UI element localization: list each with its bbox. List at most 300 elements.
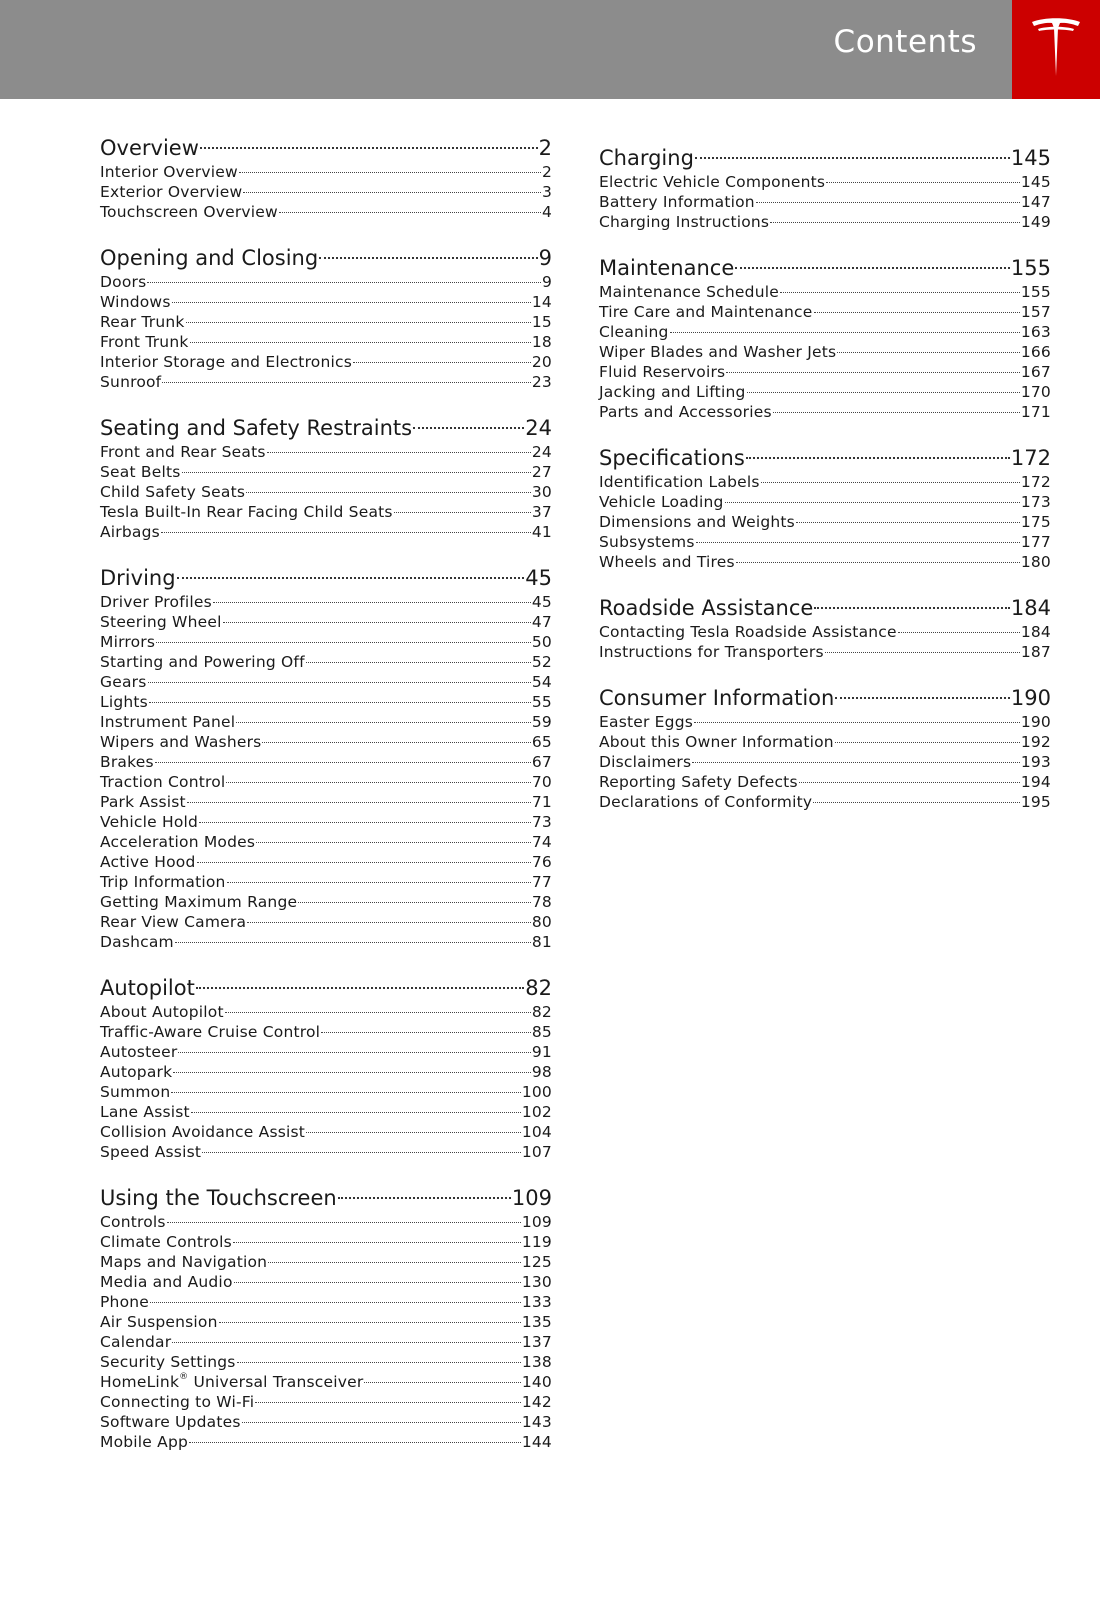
toc-entry[interactable] (599, 732, 1051, 752)
toc-entry[interactable] (100, 1212, 552, 1232)
toc-entry[interactable] (100, 1142, 552, 1162)
dot-leader (155, 762, 531, 763)
entry-page-number: 23 (531, 373, 552, 391)
toc-entry[interactable] (599, 212, 1051, 232)
entry-title: Tesla Built-In Rear Facing Child Seats (100, 503, 393, 521)
entry-page-number: 78 (531, 893, 552, 911)
entry-title: Front Trunk (100, 333, 189, 351)
entry-page-number: 41 (531, 523, 552, 541)
dot-leader (279, 212, 541, 213)
dot-leader (239, 172, 541, 173)
toc-chapter-heading[interactable] (599, 444, 1051, 472)
entry-page-number: 119 (521, 1233, 552, 1251)
chapter-page-number: 190 (1010, 686, 1051, 710)
dot-leader (247, 922, 531, 923)
toc-section-consumer-information (599, 684, 1051, 812)
dot-leader (319, 257, 537, 259)
entry-title: Parts and Accessories (599, 403, 772, 421)
toc-entry[interactable] (599, 402, 1051, 422)
chapter-title: Charging (599, 146, 694, 170)
entry-title: Steering Wheel (100, 613, 222, 631)
entry-title: Park Assist (100, 793, 186, 811)
toc-entry[interactable] (599, 322, 1051, 342)
dot-leader (242, 1422, 521, 1423)
toc-entry[interactable] (100, 202, 552, 222)
toc-chapter-heading[interactable] (599, 594, 1051, 622)
toc-entry[interactable] (100, 1042, 552, 1062)
toc-entry[interactable] (100, 1002, 552, 1022)
entry-page-number: 145 (1020, 173, 1051, 191)
entry-page-number: 30 (531, 483, 552, 501)
dot-leader (338, 1197, 511, 1199)
entry-title: Dimensions and Weights (599, 513, 795, 531)
toc-entry[interactable] (100, 1252, 552, 1272)
entry-title: Vehicle Loading (599, 493, 724, 511)
chapter-title: Driving (100, 566, 176, 590)
entry-title: Charging Instructions (599, 213, 770, 231)
entry-title: About Autopilot (100, 1003, 224, 1021)
dot-leader (173, 1072, 531, 1073)
toc-section-seating-and-safety-restraints (100, 414, 552, 542)
dot-leader (200, 147, 538, 149)
toc-entry[interactable] (100, 652, 552, 672)
entry-page-number: 82 (531, 1003, 552, 1021)
entry-page-number: 172 (1020, 473, 1051, 491)
toc-entry[interactable] (100, 692, 552, 712)
entry-title: Vehicle Hold (100, 813, 199, 831)
chapter-page-number: 9 (538, 246, 552, 270)
dot-leader (670, 332, 1020, 333)
entry-page-number: 170 (1020, 383, 1051, 401)
chapter-page-number: 155 (1010, 256, 1051, 280)
entry-page-number: 14 (531, 293, 552, 311)
entry-page-number: 135 (521, 1313, 552, 1331)
toc-entry[interactable] (100, 752, 552, 772)
entry-title: Connecting to Wi-Fi (100, 1393, 255, 1411)
entry-page-number: 91 (531, 1043, 552, 1061)
toc-entry[interactable] (100, 932, 552, 952)
entry-page-number: 70 (531, 773, 552, 791)
entry-page-number: 194 (1020, 773, 1051, 791)
entry-title: Contacting Tesla Roadside Assistance (599, 623, 897, 641)
entry-page-number: 143 (521, 1413, 552, 1431)
entry-page-number: 107 (521, 1143, 552, 1161)
dot-leader (234, 1282, 521, 1283)
toc-entry[interactable] (100, 872, 552, 892)
entry-page-number: 177 (1020, 533, 1051, 551)
entry-page-number: 3 (541, 183, 552, 201)
entry-page-number: 138 (521, 1353, 552, 1371)
entry-page-number: 15 (531, 313, 552, 331)
dot-leader (186, 322, 531, 323)
dot-leader (814, 607, 1010, 609)
dot-leader (814, 312, 1020, 313)
dot-leader (694, 722, 1020, 723)
toc-entry[interactable] (100, 1392, 552, 1412)
entry-title: Doors (100, 273, 147, 291)
toc-entry[interactable] (599, 362, 1051, 382)
toc-entry[interactable] (100, 332, 552, 352)
toc-entry[interactable] (599, 472, 1051, 492)
entry-page-number: 98 (531, 1063, 552, 1081)
toc-entry[interactable] (100, 162, 552, 182)
toc-entry[interactable] (599, 382, 1051, 402)
dot-leader (796, 522, 1020, 523)
dot-leader (148, 682, 531, 683)
entry-page-number: 163 (1020, 323, 1051, 341)
registered-mark: ® (179, 1372, 189, 1382)
toc-entry[interactable] (100, 462, 552, 482)
entry-page-number: 193 (1020, 753, 1051, 771)
toc-entry[interactable] (100, 672, 552, 692)
dot-leader (725, 502, 1020, 503)
dot-leader (167, 1222, 521, 1223)
entry-page-number: 55 (531, 693, 552, 711)
entry-page-number: 100 (521, 1083, 552, 1101)
toc-entry[interactable] (100, 772, 552, 792)
entry-page-number: 74 (531, 833, 552, 851)
entry-page-number: 133 (521, 1293, 552, 1311)
dot-leader (306, 1132, 521, 1133)
entry-page-number: 24 (531, 443, 552, 461)
dot-leader (306, 662, 531, 663)
entry-title: Maintenance Schedule (599, 283, 779, 301)
toc-entry[interactable] (100, 292, 552, 312)
dot-leader (837, 352, 1020, 353)
entry-title: Identification Labels (599, 473, 760, 491)
entry-title: Front and Rear Seats (100, 443, 266, 461)
toc-entry[interactable] (599, 282, 1051, 302)
entry-page-number: 85 (531, 1023, 552, 1041)
toc-chapter-heading[interactable] (599, 144, 1051, 172)
toc-entry[interactable] (100, 1312, 552, 1332)
chapter-page-number: 82 (525, 976, 552, 1000)
entry-page-number: 71 (531, 793, 552, 811)
toc-entry[interactable] (100, 632, 552, 652)
toc-entry[interactable] (599, 622, 1051, 642)
toc-entry[interactable] (100, 1432, 552, 1452)
toc-entry[interactable] (100, 1122, 552, 1142)
chapter-title: Maintenance (599, 256, 735, 280)
chapter-title: Specifications (599, 446, 745, 470)
toc-entry[interactable] (100, 182, 552, 202)
entry-page-number: 37 (531, 503, 552, 521)
dot-leader (190, 342, 531, 343)
dot-leader (736, 562, 1020, 563)
chapter-page-number: 2 (538, 136, 552, 160)
dot-leader (413, 427, 524, 429)
toc-entry[interactable] (100, 1372, 552, 1392)
chapter-page-number: 109 (511, 1186, 552, 1210)
toc-entry[interactable] (100, 482, 552, 502)
toc-entry[interactable] (100, 1022, 552, 1042)
toc-chapter-heading[interactable] (100, 244, 552, 272)
page-header (0, 0, 1100, 99)
dot-leader (172, 1342, 521, 1343)
tesla-logo-icon (1030, 16, 1082, 80)
entry-page-number: 130 (521, 1273, 552, 1291)
toc-entry[interactable] (100, 912, 552, 932)
entry-page-number: 54 (531, 673, 552, 691)
toc-entry[interactable] (100, 712, 552, 732)
toc-section-using-the-touchscreen (100, 1184, 552, 1452)
dot-leader (213, 602, 531, 603)
toc-entry[interactable] (599, 172, 1051, 192)
dot-leader (898, 632, 1020, 633)
dot-leader (255, 1402, 521, 1403)
toc-entry[interactable] (100, 792, 552, 812)
dot-leader (813, 802, 1020, 803)
entry-title: Cleaning (599, 323, 669, 341)
toc-entry[interactable] (100, 352, 552, 372)
entry-title: Electric Vehicle Components (599, 173, 826, 191)
toc-entry[interactable] (100, 1272, 552, 1292)
entry-page-number: 45 (531, 593, 552, 611)
toc-chapter-heading[interactable] (100, 564, 552, 592)
entry-title: Starting and Powering Off (100, 653, 305, 671)
dot-leader (826, 182, 1020, 183)
toc-entry[interactable] (599, 302, 1051, 322)
toc-entry[interactable] (100, 812, 552, 832)
chapter-title: Consumer Information (599, 686, 835, 710)
dot-leader (171, 1092, 520, 1093)
toc-section-maintenance (599, 254, 1051, 422)
entry-page-number: 187 (1020, 643, 1051, 661)
entry-page-number: 80 (531, 913, 552, 931)
entry-title: Climate Controls (100, 1233, 232, 1251)
entry-title: Autosteer (100, 1043, 178, 1061)
dot-leader (199, 822, 531, 823)
entry-title: Interior Storage and Electronics (100, 353, 353, 371)
entry-title: Autopark (100, 1063, 173, 1081)
toc-right-column (599, 144, 1051, 834)
dot-leader (246, 492, 531, 493)
entry-title: Getting Maximum Range (100, 893, 298, 911)
dot-leader (256, 842, 531, 843)
toc-entry[interactable] (100, 1292, 552, 1312)
dot-leader (150, 1302, 521, 1303)
page-title: Contents (833, 24, 977, 60)
dot-leader (172, 302, 531, 303)
entry-title: Mobile App (100, 1433, 189, 1451)
dot-leader (161, 532, 531, 533)
entry-title: Jacking and Lifting (599, 383, 746, 401)
dot-leader (226, 782, 530, 783)
toc-entry[interactable] (599, 752, 1051, 772)
dot-leader (233, 1242, 521, 1243)
dot-leader (770, 222, 1020, 223)
toc-entry[interactable] (100, 592, 552, 612)
entry-page-number: 67 (531, 753, 552, 771)
dot-leader (177, 577, 525, 579)
entry-title: Lights (100, 693, 148, 711)
entry-title: Dashcam (100, 933, 174, 951)
toc-entry[interactable] (599, 192, 1051, 212)
dot-leader (149, 702, 531, 703)
entry-title: Acceleration Modes (100, 833, 256, 851)
entry-page-number: 149 (1020, 213, 1051, 231)
toc-chapter-heading[interactable] (599, 684, 1051, 712)
entry-title: Brakes (100, 753, 154, 771)
dot-leader (747, 392, 1020, 393)
toc-section-opening-and-closing (100, 244, 552, 392)
entry-page-number: 144 (521, 1433, 552, 1451)
entry-title: Sunroof (100, 373, 162, 391)
toc-chapter-heading[interactable] (599, 254, 1051, 282)
entry-title: Easter Eggs (599, 713, 694, 731)
dot-leader (202, 1152, 521, 1153)
dot-leader (182, 472, 531, 473)
entry-page-number: 192 (1020, 733, 1051, 751)
dot-leader (394, 512, 531, 513)
entry-page-number: 4 (541, 203, 552, 221)
toc-entry[interactable] (599, 342, 1051, 362)
toc-entry[interactable] (100, 1062, 552, 1082)
toc-entry[interactable] (100, 612, 552, 632)
toc-entry[interactable] (100, 1102, 552, 1122)
toc-section-driving (100, 564, 552, 952)
toc-section-charging (599, 144, 1051, 232)
dot-leader (191, 1112, 521, 1113)
toc-entry[interactable] (100, 1332, 552, 1352)
logo-badge (1012, 0, 1100, 99)
dot-leader (178, 1052, 530, 1053)
entry-page-number: 77 (531, 873, 552, 891)
toc-chapter-heading[interactable] (100, 974, 552, 1002)
dot-leader (262, 742, 530, 743)
dot-leader (835, 697, 1010, 699)
entry-page-number: 140 (521, 1373, 552, 1391)
entry-page-number: 195 (1020, 793, 1051, 811)
toc-section-overview (100, 134, 552, 222)
toc-entry[interactable] (100, 312, 552, 332)
toc-entry[interactable] (599, 792, 1051, 812)
toc-entry[interactable] (100, 1352, 552, 1372)
toc-chapter-heading[interactable] (100, 134, 552, 162)
toc-entry[interactable] (100, 892, 552, 912)
toc-entry[interactable] (100, 502, 552, 522)
entry-page-number: 175 (1020, 513, 1051, 531)
entry-title: Wheels and Tires (599, 553, 735, 571)
entry-title: Phone (100, 1293, 150, 1311)
toc-entry[interactable] (599, 712, 1051, 732)
toc-entry[interactable] (100, 522, 552, 542)
chapter-title: Overview (100, 136, 199, 160)
dot-leader (726, 372, 1019, 373)
dot-leader (219, 1322, 521, 1323)
dot-leader (197, 862, 531, 863)
toc-entry[interactable] (599, 552, 1051, 572)
chapter-title: Using the Touchscreen (100, 1186, 337, 1210)
entry-title: Driver Profiles (100, 593, 212, 611)
chapter-page-number: 145 (1010, 146, 1051, 170)
entry-page-number: 180 (1020, 553, 1051, 571)
dot-leader (189, 1442, 521, 1443)
dot-leader (267, 452, 531, 453)
entry-page-number: 2 (541, 163, 552, 181)
dot-leader (761, 482, 1020, 483)
toc-entry[interactable] (100, 272, 552, 292)
entry-page-number: 52 (531, 653, 552, 671)
chapter-title: Seating and Safety Restraints (100, 416, 413, 440)
entry-title: Fluid Reservoirs (599, 363, 726, 381)
dot-leader (695, 157, 1010, 159)
entry-page-number: 18 (531, 333, 552, 351)
toc-entry[interactable] (100, 442, 552, 462)
entry-title: Disclaimers (599, 753, 692, 771)
entry-page-number: 50 (531, 633, 552, 651)
dot-leader (696, 542, 1020, 543)
entry-page-number: 125 (521, 1253, 552, 1271)
entry-title: Airbags (100, 523, 160, 541)
toc-entry[interactable] (100, 1412, 552, 1432)
toc-entry[interactable] (599, 512, 1051, 532)
toc-entry[interactable] (599, 772, 1051, 792)
entry-page-number: 27 (531, 463, 552, 481)
entry-title: Tire Care and Maintenance (599, 303, 813, 321)
toc-entry[interactable] (599, 642, 1051, 662)
toc-chapter-heading[interactable] (100, 414, 552, 442)
entry-page-number: 190 (1020, 713, 1051, 731)
chapter-title: Roadside Assistance (599, 596, 814, 620)
entry-title: Lane Assist (100, 1103, 190, 1121)
toc-section-autopilot (100, 974, 552, 1162)
dot-leader (298, 902, 531, 903)
entry-title: Speed Assist (100, 1143, 202, 1161)
entry-page-number: 142 (521, 1393, 552, 1411)
toc-entry[interactable] (599, 492, 1051, 512)
dot-leader (773, 412, 1020, 413)
toc-chapter-heading[interactable] (100, 1184, 552, 1212)
entry-title: Subsystems (599, 533, 695, 551)
toc-section-roadside-assistance (599, 594, 1051, 662)
entry-title: Gears (100, 673, 147, 691)
dot-leader (236, 722, 531, 723)
entry-page-number: 109 (521, 1213, 552, 1231)
dot-leader (156, 642, 531, 643)
entry-title: Wipers and Washers (100, 733, 262, 751)
toc-entry[interactable] (100, 1232, 552, 1252)
chapter-title: Opening and Closing (100, 246, 319, 270)
entry-title: Child Safety Seats (100, 483, 246, 501)
dot-leader (746, 457, 1010, 459)
entry-title: Mirrors (100, 633, 156, 651)
toc-entry[interactable] (100, 372, 552, 392)
toc-entry[interactable] (100, 732, 552, 752)
entry-title: Trip Information (100, 873, 226, 891)
entry-title: Instructions for Transporters (599, 643, 824, 661)
entry-page-number: 73 (531, 813, 552, 831)
dot-leader (825, 652, 1020, 653)
toc-entry[interactable] (100, 852, 552, 872)
dot-leader (243, 192, 541, 193)
entry-title: Controls (100, 1213, 166, 1231)
entry-title: Reporting Safety Defects (599, 773, 798, 791)
entry-title: Security Settings (100, 1353, 236, 1371)
toc-entry[interactable] (599, 532, 1051, 552)
entry-title: Declarations of Conformity (599, 793, 813, 811)
toc-entry[interactable] (100, 1082, 552, 1102)
entry-page-number: 9 (541, 273, 552, 291)
entry-page-number: 47 (531, 613, 552, 631)
entry-title: Traffic-Aware Cruise Control (100, 1023, 321, 1041)
dot-leader (799, 782, 1020, 783)
toc-entry[interactable] (100, 832, 552, 852)
dot-leader (196, 987, 524, 989)
entry-page-number: 76 (531, 853, 552, 871)
dot-leader (227, 882, 531, 883)
toc-section-specifications (599, 444, 1051, 572)
